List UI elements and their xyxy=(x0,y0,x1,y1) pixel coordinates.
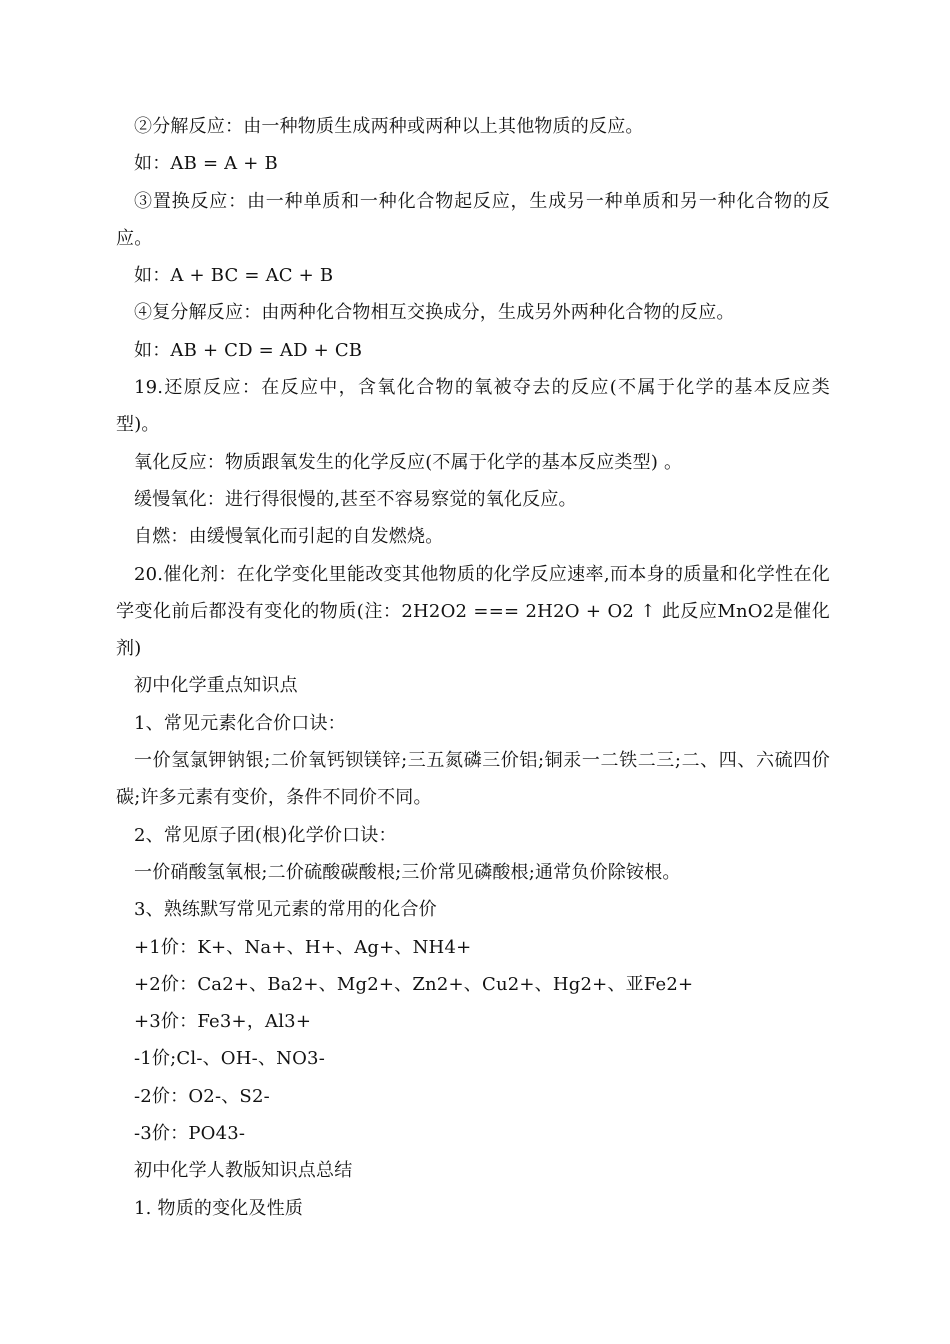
section-heading: 初中化学人教版知识点总结 xyxy=(134,1160,353,1182)
text-paragraph: 19.还原反应：在反应中，含氧化合物的氧被夺去的反应(不属于化学的基本反应类型)。 xyxy=(116,377,830,436)
text-line: 2、常见原子团(根)化学价口诀： xyxy=(134,824,397,846)
text-line: -3价：PO43- xyxy=(134,1123,246,1145)
text-line: 缓慢氧化：进行得很慢的,甚至不容易察觉的氧化反应。 xyxy=(134,488,577,510)
text-line: 1、常见元素化合价口诀： xyxy=(134,712,346,734)
section-heading: 初中化学重点知识点 xyxy=(134,675,298,697)
text-line: 一价硝酸氢氧根;二价硫酸碳酸根;三价常见磷酸根;通常负价除铵根。 xyxy=(134,861,681,883)
text-line: 自燃：由缓慢氧化而引起的自发燃烧。 xyxy=(134,526,444,548)
text-line: +3价：Fe3+，Al3+ xyxy=(134,1011,312,1033)
text-line: +2价：Ca2+、Ba2+、Mg2+、Zn2+、Cu2+、Hg2+、亚Fe2+ xyxy=(134,973,694,995)
text-line: -1价;Cl-、OH-、NO3- xyxy=(134,1048,325,1070)
text-line: 如：AB + CD = AD + CB xyxy=(134,339,363,361)
text-line: 氧化反应：物质跟氧发生的化学反应(不属于化学的基本反应类型) 。 xyxy=(134,451,683,473)
text-line: ②分解反应：由一种物质生成两种或两种以上其他物质的反应。 xyxy=(134,116,644,137)
text-line: 如：AB = A + B xyxy=(134,153,278,175)
text-line: 3、熟练默写常见元素的常用的化合价 xyxy=(134,899,437,921)
text-line: -2价：O2-、S2- xyxy=(134,1085,270,1107)
text-paragraph: 20.催化剂：在化学变化里能改变其他物质的化学反应速率,而本身的质量和化学性在化学变化前后都没有变化的物质(注：2H2O2 === 2H2O + O2 ↑ 此反应MnO2是催化剂) xyxy=(116,563,830,660)
document-body xyxy=(116,108,830,1227)
text-line: 1. 物质的变化及性质 xyxy=(134,1197,304,1219)
text-line: +1价：K+、Na+、H+、Ag+、NH4+ xyxy=(134,936,472,958)
text-line: ④复分解反应：由两种化合物相互交换成分，生成另外两种化合物的反应。 xyxy=(134,302,735,324)
text-paragraph: 一价氢氯钾钠银;二价氧钙钡镁锌;三五氮磷三价铝;铜汞一二铁二三;二、四、六硫四价碳;许多元素有变价，条件不同价不同。 xyxy=(116,750,830,809)
text-line: 如：A + BC = AC + B xyxy=(134,265,334,287)
text-paragraph: ③置换反应：由一种单质和一种化合物起反应，生成另一种单质和另一种化合物的反应。 xyxy=(116,190,830,249)
